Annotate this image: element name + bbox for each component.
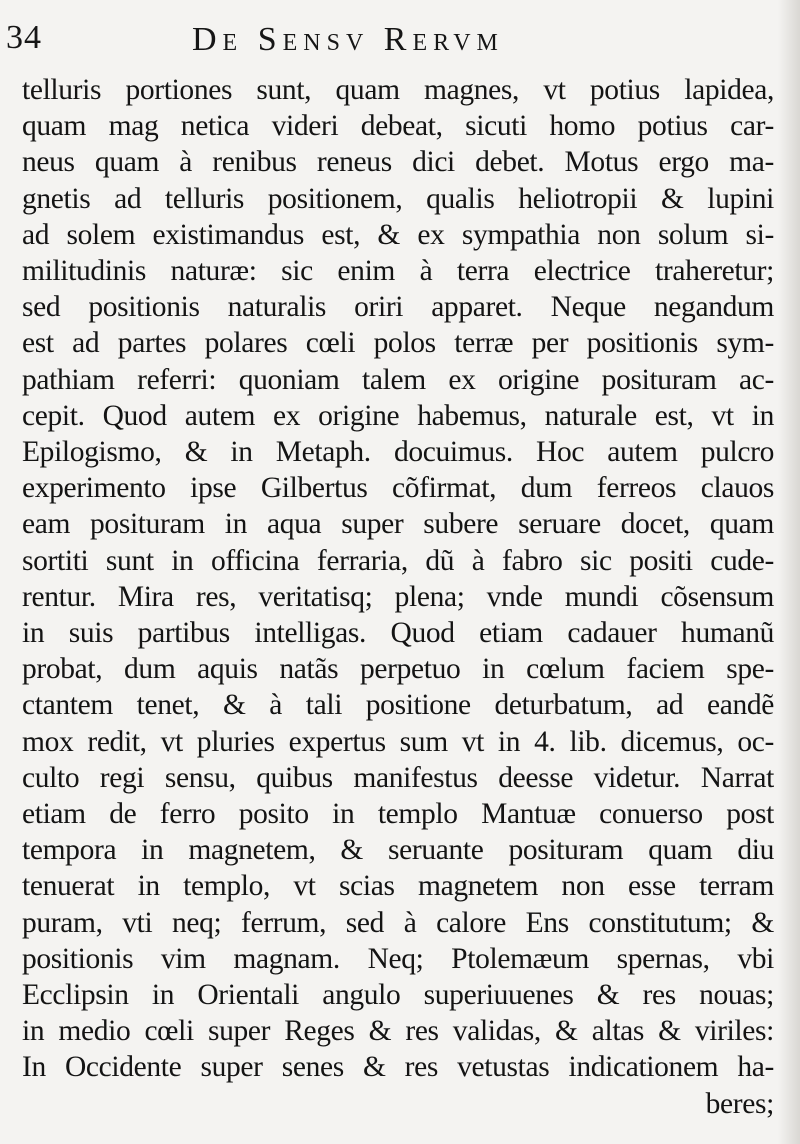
text-line: sed positionis naturalis oriri apparet. Neque negandum <box>22 291 774 324</box>
text-line: pathiam referri: quoniam talem ex origine posituram ac- <box>22 363 774 396</box>
text-line: eam posituram in aqua super subere seruare docet, quam <box>22 508 774 541</box>
text-line: in medio cœli super Reges & res validas, & altas & viriles: <box>22 1015 774 1048</box>
text-line: experimento ipse Gilbertus cõfirmat, dum ferreos clauos <box>22 472 774 505</box>
text-line: gnetis ad telluris positionem, qualis heliotropii & lupini <box>22 182 774 215</box>
text-line: ctantem tenet, & à tali positione deturbatum, ad eandẽ <box>22 689 774 722</box>
text-line: sortiti sunt in officina ferraria, dũ à fabro sic positi cude- <box>22 544 774 577</box>
page-number: 34 <box>6 19 42 56</box>
text-line: cepit. Quod autem ex origine habemus, naturale est, vt in <box>22 399 774 432</box>
text-line: puram, vti neq; ferrum, sed à calore Ens constitutum; & <box>22 906 774 939</box>
text-line: Epilogismo, & in Metaph. docuimus. Hoc autem pulcro <box>22 436 774 469</box>
text-line: culto regi sensu, quibus manifestus deesse videtur. Narrat <box>22 761 774 794</box>
catchword-line: beres; <box>705 1087 774 1120</box>
text-line: In Occidente super senes & res vetustas indicationem ha- <box>22 1051 774 1084</box>
text-line: militudinis naturæ: sic enim à terra electrice traheretur; <box>22 255 774 288</box>
text-line: rentur. Mira res, veritatisq; plena; vnde mundi cõsensum <box>22 580 774 613</box>
text-line: est ad partes polares cœli polos terræ per positionis sym- <box>22 327 774 360</box>
text-line: tempora in magnetem, & seruante posituram quam diu <box>22 834 774 867</box>
text-line: ad solem existimandus est, & ex sympathia non solum si- <box>22 218 774 251</box>
body-text <box>22 72 782 1122</box>
text-line: positionis vim magnam. Neq; Ptolemæum spernas, vbi <box>22 942 774 975</box>
text-line: Ecclipsin in Orientali angulo superiuuenes & res nouas; <box>22 979 774 1012</box>
running-head <box>0 14 800 64</box>
running-title: De Sensv Rervm <box>192 21 504 58</box>
text-line: tenuerat in templo, vt scias magnetem non esse terram <box>22 870 774 903</box>
text-line: probat, dum aquis natãs perpetuo in cœlum faciem spe- <box>22 653 774 686</box>
text-line: telluris portiones sunt, quam magnes, vt potius lapidea, <box>22 74 774 106</box>
text-line: neus quam à renibus reneus dici debet. Motus ergo ma- <box>22 146 774 179</box>
text-line: quam mag netica videri debeat, sicuti homo potius car- <box>22 110 774 143</box>
text-line: mox redit, vt pluries expertus sum vt in 4. lib. dicemus, oc- <box>22 725 774 758</box>
text-line: etiam de ferro posito in templo Mantuæ conuerso post <box>22 798 774 831</box>
text-line: in suis partibus intelligas. Quod etiam cadauer humanũ <box>22 617 774 650</box>
